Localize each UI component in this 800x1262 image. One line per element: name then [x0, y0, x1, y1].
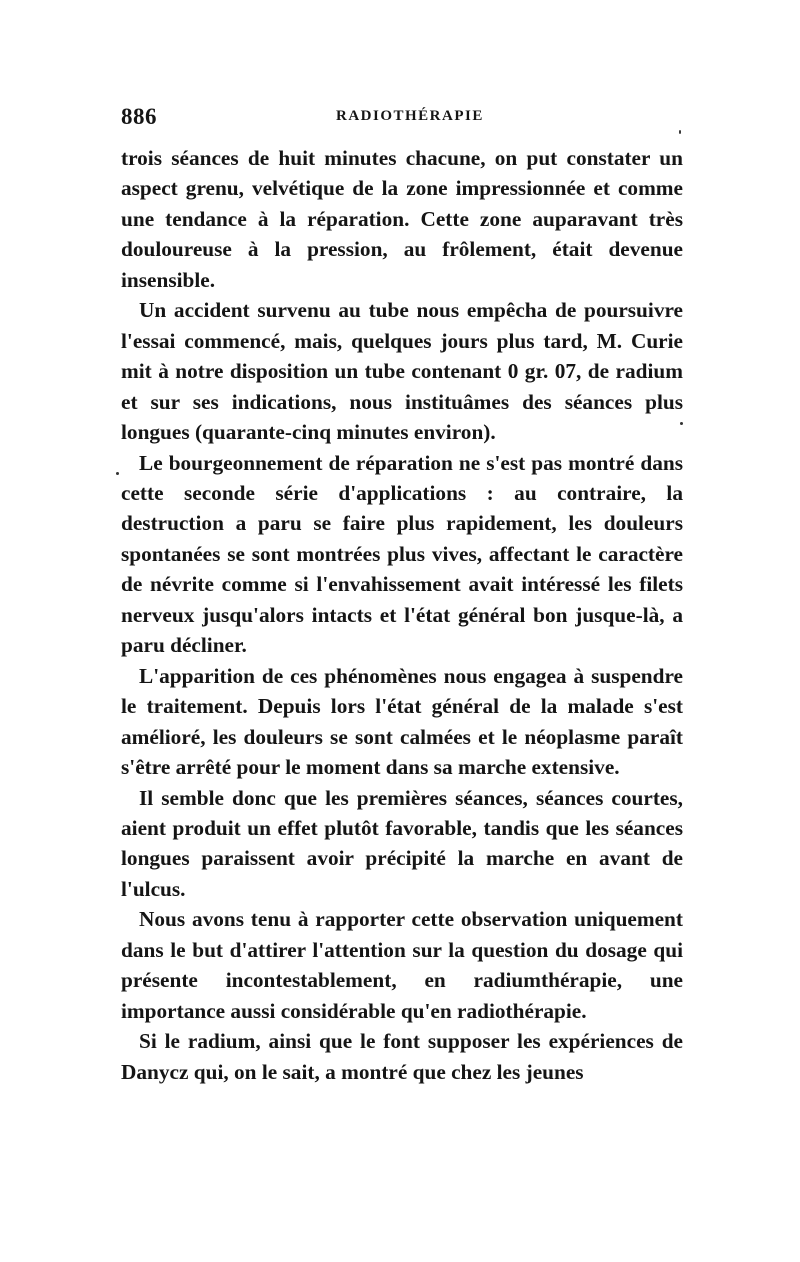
running-title: RADIOTHÉRAPIE: [336, 108, 484, 124]
paragraph-5: Il semble donc que les premières séances, séances courtes, aient produit un effet plutôt favorable, tandis que les séances longues paraissent avoir précipité la marche en avant de l'ulcus.: [121, 785, 683, 901]
scan-speck: [680, 422, 683, 425]
page-number: 886: [121, 104, 157, 129]
body-text: [121, 143, 683, 1087]
paragraph-4: L'apparition de ces phénomènes nous engagea à suspendre le traitement. Depuis lors l'état général de la malade s'est amélioré, les douleurs se sont calmées et le néoplasme paraît s'être arrêté pour le moment dans sa marche extensive.: [121, 663, 683, 780]
paragraph-6: Nous avons tenu à rapporter cette observation uniquement dans le but d'attirer l'attention sur la question du dosage qui présente incontestablement, en radiumthérapie, une importance aussi considérable qu'en radiothérapie.: [121, 907, 683, 1023]
scan-speck: [116, 472, 119, 475]
paragraph-1: trois séances de huit minutes chacune, on put constater un aspect grenu, velvétique de la zone impressionnée et comme une tendance à la réparation. Cette zone auparavant très douloureuse à la pression, au frôlement, était devenue insensible.: [121, 146, 683, 292]
running-head: [121, 96, 683, 136]
paragraph-7: Si le radium, ainsi que le font supposer les expériences de Danycz qui, on le sait, a montré que chez les jeunes: [121, 1029, 683, 1084]
paragraph-3: Le bourgeonnement de réparation ne s'est pas montré dans cette seconde série d'applications : au contraire, la destruction a paru se faire plus rapidement, les douleurs spontanées se sont montrées plus vives, affectant le caractère de névrite comme si l'envahissement avait intéressé les filets nerveux jusqu'alors intacts et l'état général bon jusque-là, a paru décliner.: [121, 450, 683, 658]
scan-speck: [679, 130, 681, 134]
paragraph-2: Un accident survenu au tube nous empêcha de poursuivre l'essai commencé, mais, quelques jours plus tard, M. Curie mit à notre disposition un tube contenant 0 gr. 07, de radium et sur ses indications, nous instituâmes des séances plus longues (quarante-cinq minutes environ).: [121, 298, 683, 445]
